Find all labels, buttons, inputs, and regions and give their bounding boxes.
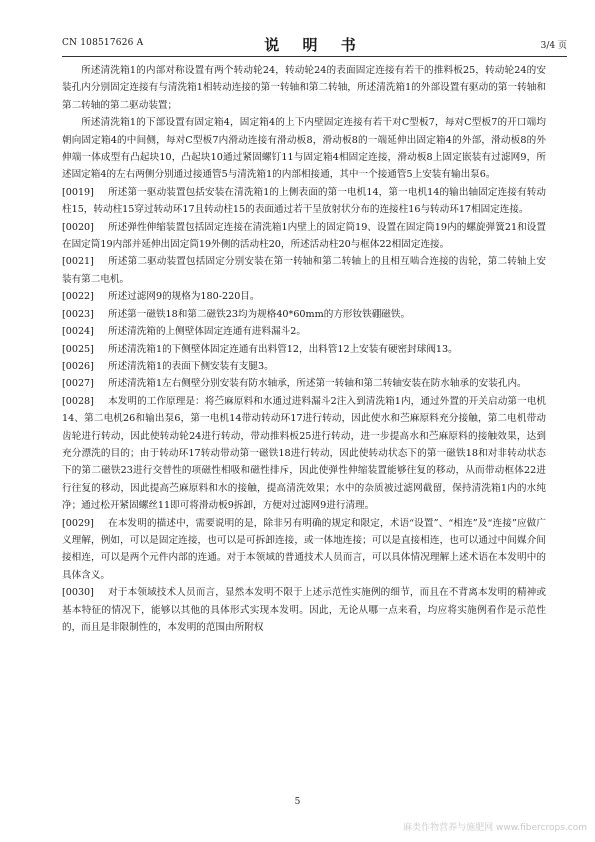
- paragraph-text: 所述第二驱动装置包括固定分别安装在第一转轴和第二转轴上的且相互啮合连接的齿轮，第二转轴上安装有第二电机。: [62, 256, 546, 285]
- page-header: [62, 34, 567, 52]
- paragraph: [62, 393, 546, 515]
- paragraph-number: [0024]: [62, 326, 94, 338]
- page-info: 3/4 页: [540, 41, 567, 51]
- paragraph: [62, 515, 546, 585]
- paragraph: [62, 184, 546, 219]
- paragraph-text: 所述清洗箱1的下侧壁体固定连通有出料管12，出料管12上安装有硬密封球阀13。: [108, 343, 458, 355]
- paragraph-text: 所述清洗箱1的下部设置有固定箱4，固定箱4的上下内壁固定连接有若干对C型板7，每对C型板7的开口端均朝向固定箱4的中间侧，每对C型板7内滑动连接有滑动板8，滑动板8的一端延伸出固定箱4的外部，滑动板8的外伸端一体成型有凸起块10，凸起块10通过紧固螺钉11与固定箱4相固定连接，滑动板8上固定嵌装有过滤网9，所述固定箱4的左右两侧分别通过接通管5与清洗箱1的内部相接通，其中一个接通管5上安装有输出泵6。: [62, 117, 546, 181]
- paragraph-text: 所述清洗箱1左右侧壁分别安装有防水轴承，所述第一转轴和第二转轴安装在防水轴承的安装孔内。: [108, 378, 527, 390]
- paragraph: [62, 306, 546, 323]
- watermark: 麻类作物营养与施肥网 www.fibercrops.com: [403, 823, 587, 833]
- page-number: 5: [294, 797, 301, 807]
- paragraph-number: [0022]: [62, 291, 94, 303]
- paragraph-number: [0019]: [62, 186, 94, 198]
- paragraph: [62, 323, 546, 340]
- paragraph-text: 所述清洗箱1的内部对称设置有两个转动轮24，转动轮24的表面固定连接有若干的推料板25，转动轮24的安装孔内分别固定连接有与清洗箱1相转动连接的第一转轴和第二转轴，所述清洗箱1的外部设置有驱动的第一转轴和第二转轴的第二驱动装置；: [62, 65, 546, 111]
- paragraph-number: [0027]: [62, 378, 94, 390]
- paragraph-number: [0021]: [62, 256, 94, 268]
- paragraph-text: 所述弹性伸缩装置包括固定连接在清洗箱1内壁上的固定筒19、设置在固定筒19内的螺旋弹簧21和设置在固定筒19内部并延伸出固定筒19外侧的活动柱20，所述活动柱20与框体22相固定连接。: [62, 221, 546, 251]
- paragraph-number: [0026]: [62, 360, 94, 372]
- paragraph: [62, 219, 546, 254]
- paragraph-text: 所述第一磁铁18和第二磁铁23均为规格40*60mm的方形钕铁硼磁铁。: [108, 308, 411, 320]
- paragraph-number: [0028]: [62, 395, 94, 407]
- paragraph: [62, 341, 546, 358]
- paragraph-number: [0023]: [62, 308, 94, 320]
- paragraph-text: 对于本领域技术人员而言，显然本发明不限于上述示范性实施例的细节，而且在不背离本发明的精神或基本特征的情况下，能够以其他的具体形式实现本发明。因此，无论从哪一点来看，均应将实施例看作是示范性的，而且是非限制性的，本发明的范围由所附权: [62, 587, 546, 633]
- paragraph-text: 所述清洗箱1的表面下侧安装有支腿3。: [108, 360, 274, 372]
- paragraph-text: 所述第一驱动装置包括安装在清洗箱1的上侧表面的第一电机14，第一电机14的输出轴固定连接有转动柱15，转动柱15穿过转动环17且转动柱15的表面通过若干呈放射状分布的连接柱16与转动环17相固定连接。: [62, 186, 546, 216]
- paragraph-number: [0025]: [62, 343, 94, 355]
- paragraph: [62, 358, 546, 375]
- paragraph: [62, 114, 546, 184]
- document-body: [62, 62, 546, 636]
- header-divider: [62, 56, 567, 57]
- paragraph: [62, 375, 546, 392]
- paragraph: [62, 62, 546, 114]
- document-title: 说 明 书: [264, 36, 365, 54]
- paragraph: [62, 253, 546, 288]
- paragraph: [62, 584, 546, 636]
- paragraph-number: [0020]: [62, 221, 94, 233]
- paragraph-text: 所述过滤网9的规格为180-220目。: [108, 291, 260, 303]
- paragraph-number: [0030]: [62, 587, 94, 599]
- paragraph-text: 本发明的工作原理是：将苎麻原料和水通过进料漏斗2注入到清洗箱1内，通过外置的开关启动第一电机14、第二电机26和输出泵6，第一电机14带动转动环17进行转动，因此使水和苎麻原料充分接触，第二电机带动齿轮进行转动，因此使转动轮24进行转动，带动推料板25进行转动，进一步提高水和苎麻原料的接触效果，达到充分漂洗的目的；由于转动环17转动带动第一磁铁18进行转动，因此使转动状态下的第一磁铁18和对非转动状态下的第二磁铁23进行交替性的项磁性相吸和磁性排斥，因此使弹性伸缩装置能够往复的移动，从而带动框体22进行往复的移动，因此提高苎麻原料和水的接触，提高清洗效果；水中的杂质被过滤网截留，保持清洗箱1内的水纯净；通过松开紧固螺丝11即可将滑动板9拆卸，方便对过滤网9进行清理。: [62, 395, 546, 512]
- patent-number: CN 108517626 A: [62, 38, 144, 48]
- paragraph: [62, 288, 546, 305]
- paragraph-text: 在本发明的描述中，需要说明的是，除非另有明确的规定和限定，术语“设置”、“相连”及“连接”应做广义理解，例如，可以是固定连接，也可以是可拆卸连接，或一体地连接；可以是直接相连，也可以通过中间媒介间接相连，可以是两个元件内部的连通。对于本领域的普通技术人员而言，可以具体情况理解上述术语在本发明中的具体含义。: [62, 517, 546, 581]
- paragraph-text: 所述清洗箱的上侧壁体固定连通有进料漏斗2。: [108, 326, 306, 338]
- paragraph-number: [0029]: [62, 517, 94, 529]
